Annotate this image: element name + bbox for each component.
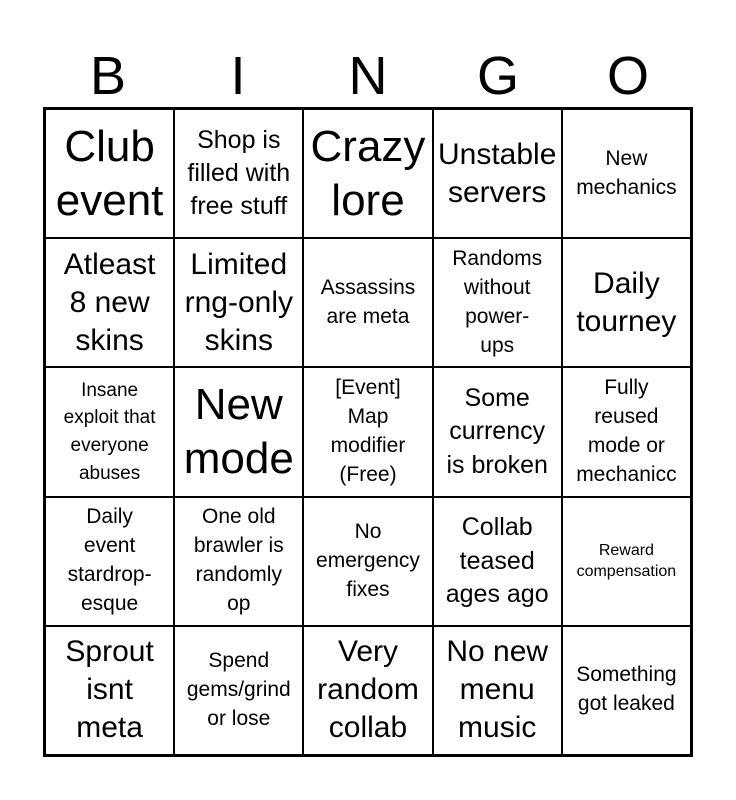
bingo-cell-text: Some currency is broken — [446, 384, 548, 479]
bingo-cell-text: Collab teased ages ago — [445, 513, 549, 608]
bingo-cell[interactable] — [174, 497, 303, 626]
bingo-cell-text: Unstable servers — [437, 137, 557, 209]
bingo-cell[interactable] — [174, 109, 303, 238]
bingo-cell-text: No new menu music — [446, 635, 549, 745]
bingo-cell[interactable] — [562, 109, 691, 238]
header-letter-i: I — [230, 46, 246, 106]
bingo-cell-text: Assassins are meta — [320, 275, 416, 328]
bingo-cell-text: [Event] Map modifier (Free) — [330, 376, 406, 486]
bingo-cell-text: Something got leaked — [576, 663, 677, 716]
bingo-cell-text: Reward compensation — [576, 541, 677, 581]
bingo-cell[interactable] — [45, 109, 174, 238]
bingo-cell-text: Spend gems/grind or lose — [186, 648, 291, 730]
bingo-cell[interactable] — [562, 367, 691, 496]
bingo-cell[interactable] — [174, 238, 303, 367]
bingo-cell-text: Daily tourney — [576, 266, 677, 338]
bingo-cell-text: Crazy lore — [310, 121, 426, 225]
bingo-cell[interactable] — [303, 238, 432, 367]
bingo-cell[interactable] — [433, 367, 562, 496]
bingo-cell-text: No emergency fixes — [316, 519, 420, 601]
bingo-cell-text: Atleast 8 new skins — [63, 247, 156, 357]
bingo-cell[interactable] — [303, 367, 432, 496]
bingo-cell[interactable] — [303, 626, 432, 755]
bingo-cell[interactable] — [45, 497, 174, 626]
bingo-cell-text: Fully reused mode or mechanicc — [576, 376, 677, 486]
bingo-cell[interactable] — [433, 109, 562, 238]
bingo-cell-text: One old brawler is randomly op — [193, 505, 284, 616]
bingo-cell-text: New mode — [183, 380, 294, 483]
bingo-cell[interactable] — [562, 497, 691, 626]
bingo-cell-text: New mechanics — [576, 146, 677, 199]
header-letter-g: G — [476, 46, 519, 106]
bingo-cell[interactable] — [303, 497, 432, 626]
header-letter-b: B — [89, 46, 127, 106]
bingo-cell-text: Sprout isnt meta — [65, 635, 154, 745]
bingo-cell[interactable] — [433, 626, 562, 755]
bingo-cell-text: Shop is filled with free stuff — [187, 125, 291, 221]
bingo-cell[interactable] — [562, 626, 691, 755]
bingo-header — [43, 44, 693, 108]
header-letter-o: O — [606, 46, 649, 106]
header-letter-n: N — [348, 46, 388, 106]
bingo-cell[interactable] — [45, 238, 174, 367]
bingo-grid — [43, 107, 693, 757]
bingo-cell-text: Randoms without power- ups — [452, 246, 543, 357]
bingo-cell[interactable] — [45, 626, 174, 755]
bingo-cell-text: Club event — [55, 121, 164, 225]
bingo-cell-text: Limited rng-only skins — [184, 247, 293, 357]
bingo-cell[interactable] — [174, 626, 303, 755]
bingo-cell-text: Daily event stardrop- esque — [67, 505, 152, 616]
bingo-cell[interactable] — [433, 497, 562, 626]
bingo-cell[interactable] — [45, 367, 174, 496]
bingo-cell[interactable] — [174, 367, 303, 496]
bingo-cell-text: Very random collab — [317, 635, 419, 745]
bingo-cell[interactable] — [303, 109, 432, 238]
bingo-cell-text: Insane exploit that everyone abuses — [63, 379, 156, 484]
bingo-cell[interactable] — [562, 238, 691, 367]
bingo-cell[interactable] — [433, 238, 562, 367]
